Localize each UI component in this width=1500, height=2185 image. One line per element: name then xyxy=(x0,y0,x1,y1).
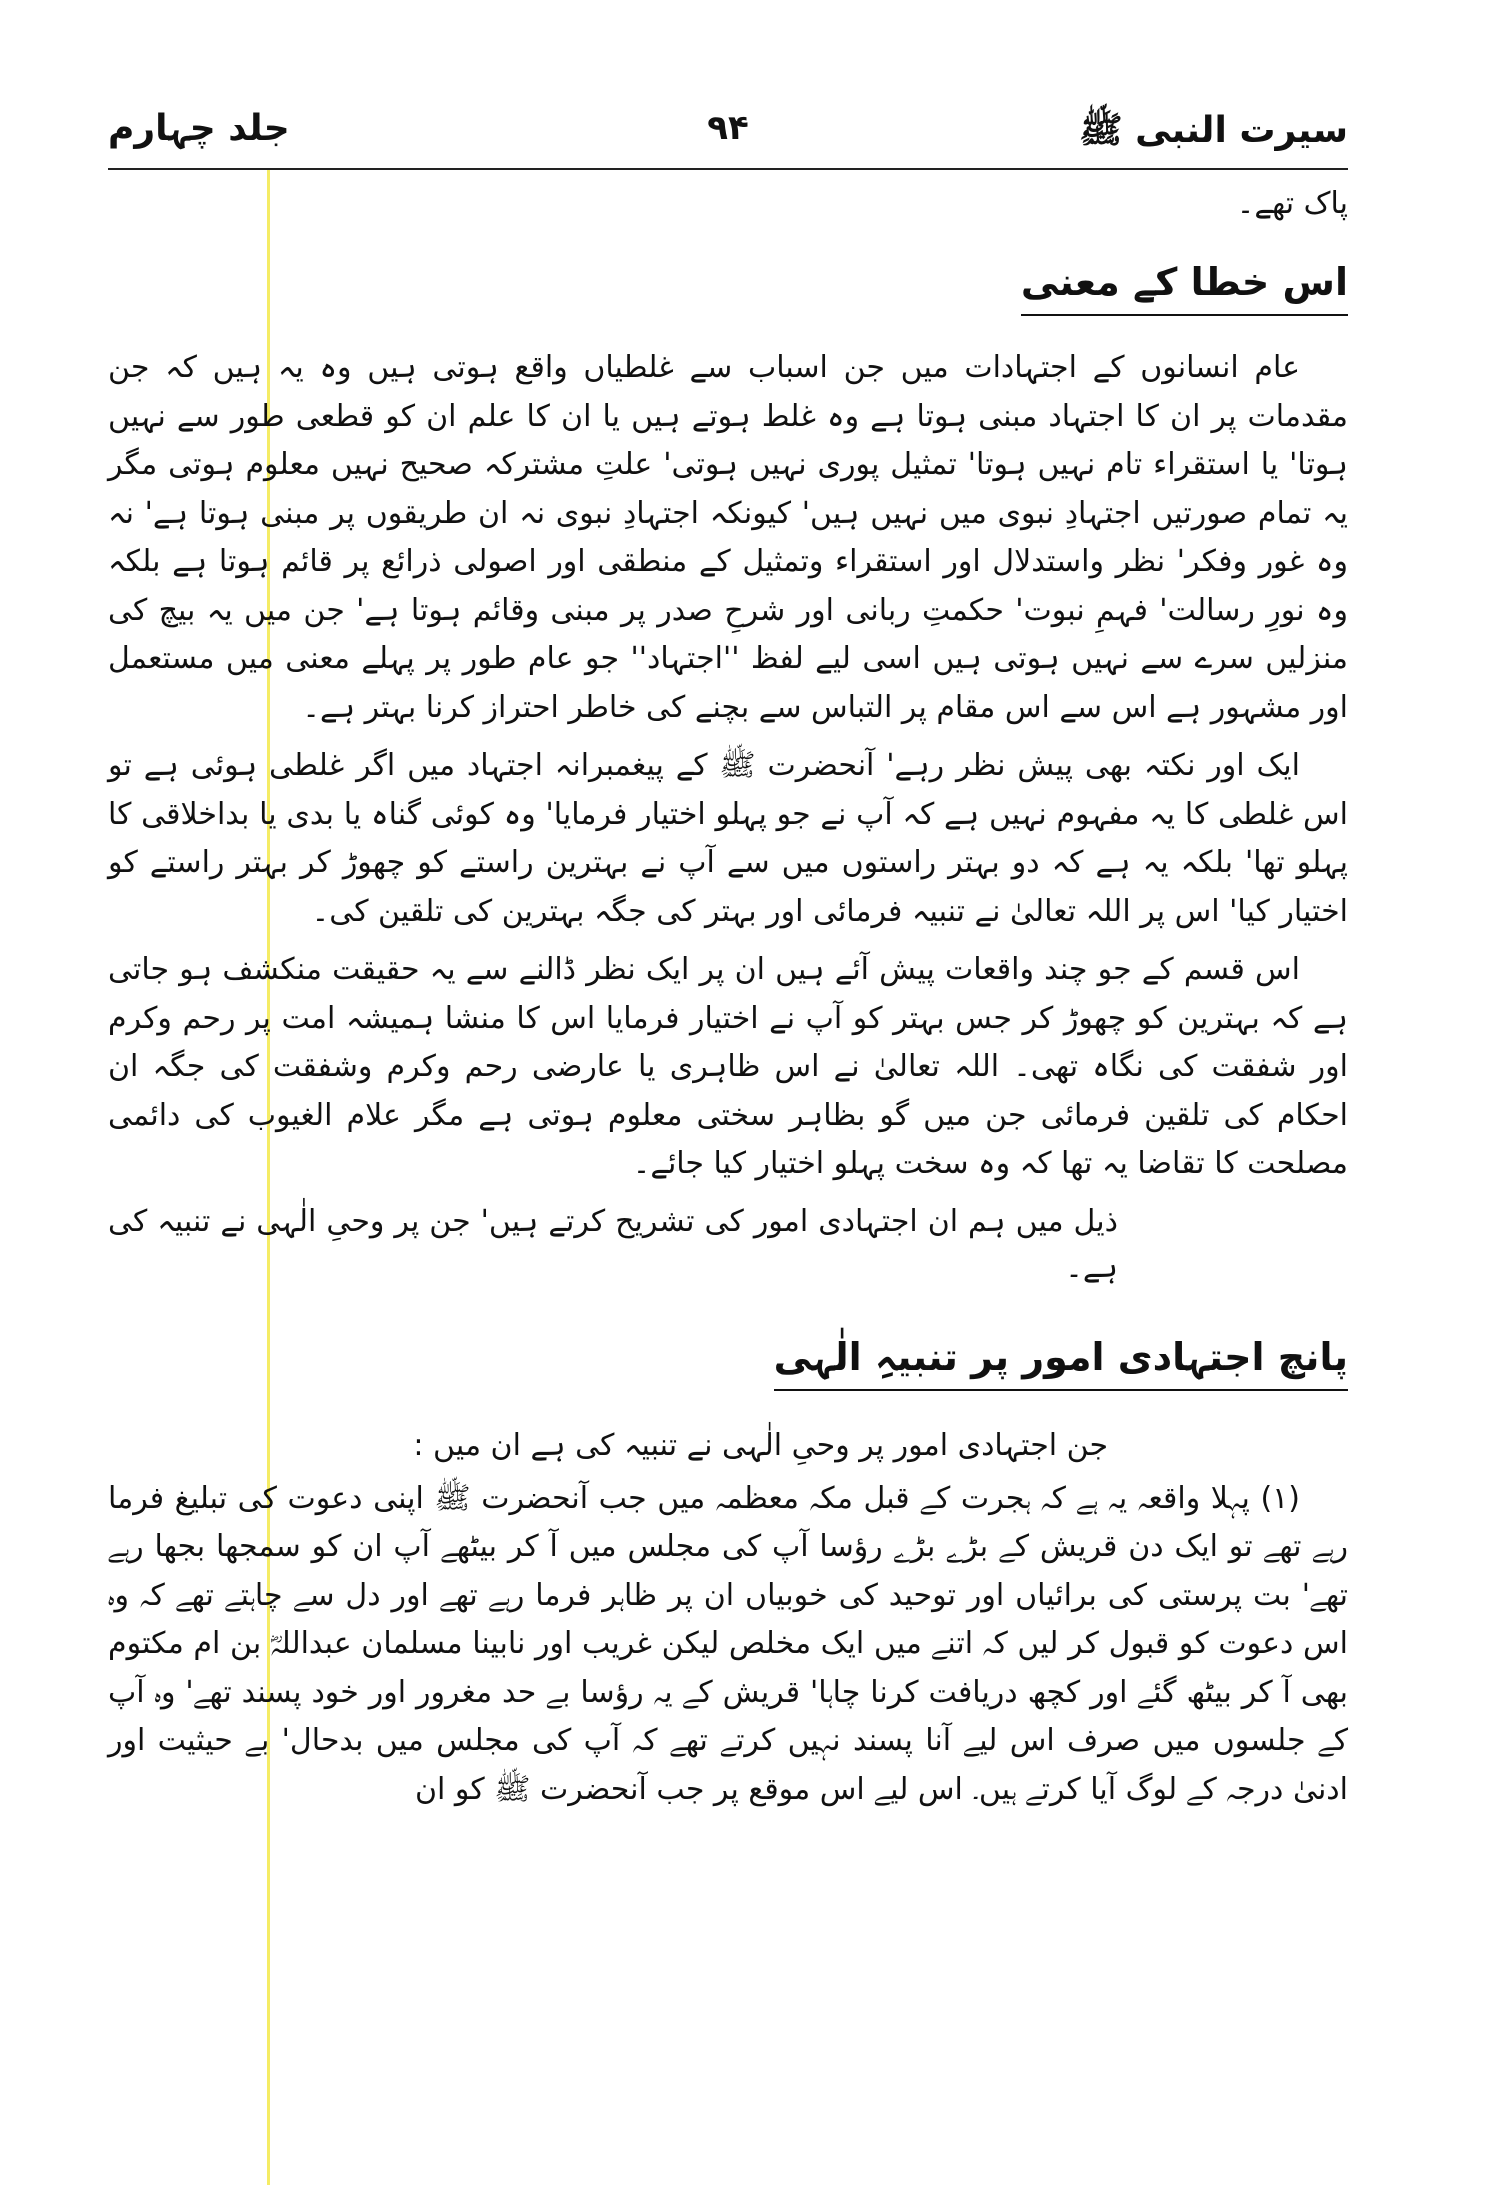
paragraph: ایک اور نکتہ بھی پیش نظر رہے' آنحضرت ﷺ کے پیغمبرانہ اجتہاد میں اگر غلطی ہوئی ہے تو اس غلطی کا یہ مفہوم نہیں ہے کہ آپ نے جو پہلو اختیار فرمایا' وہ کوئی گناہ یا بدی یا بداخلاقی کا پہلو تھا' بلکہ یہ ہے کہ دو بہتر راستوں میں سے آپ نے بہترین راستے کو چھوڑ کر بہتر راستے کو اختیار کیا' اس پر اللہ تعالیٰ نے تنبیہ فرمائی اور بہتر کی جگہ بہترین کی تلقین کی۔ xyxy=(108,748,1348,929)
closing-line: ذیل میں ہم ان اجتہادی امور کی تشریح کرتے ہیں' جن پر وحیِ الٰہی نے تنبیہ کی ہے۔ xyxy=(108,1203,1118,1285)
section-heading-meaning-of-error: اس خطا کے معنی xyxy=(1021,254,1348,316)
page-body xyxy=(108,182,1348,2172)
paragraph: عام انسانوں کے اجتہادات میں جن اسباب سے غلطیاں واقع ہوتی ہیں وہ یہ ہیں کہ جن مقدمات پر ان کا اجتہاد مبنی ہوتا ہے وہ غلط ہوتے ہیں یا ان کا علم ان کو قطعی طور سے نہیں ہوتا' یا استقراء تام نہیں ہوتا' تمثیل پوری نہیں ہوتی' علتِ مشترکہ صحیح نہیں معلوم ہوتی مگر یہ تمام صورتیں اجتہادِ نبوی میں نہیں ہیں' کیونکہ اجتہادِ نبوی نہ ان طریقوں پر مبنی ہوتا ہے' نہ وہ غور وفکر' نظر واستدلال اور استقراء وتمثیل کے منطقی اور اصولی ذرائع پر قائم ہوتا ہے بلکہ وہ نورِ رسالت' فہمِ نبوت' حکمتِ ربانی اور شرحِ صدر پر مبنی وقائم ہوتا ہے' جن میں یہ بیچ کی منزلیں سرے سے نہیں ہوتی ہیں اسی لیے لفظ ''اجتہاد'' جو عام طور پر پہلے معنی میں مستعمل اور مشہور ہے اس سے اس مقام پر التباس سے بچنے کی خاطر احتراز کرنا بہتر ہے۔ xyxy=(108,350,1348,725)
section-intro: جن اجتہادی امور پر وحیِ الٰہی نے تنبیہ کی ہے ان میں : xyxy=(413,1427,1108,1463)
volume-label: جلد چہارم xyxy=(108,108,290,149)
section-heading-five-matters: پانچ اجتہادی امور پر تنبیہِ الٰہی xyxy=(774,1329,1348,1391)
page-number: ۹۴ xyxy=(707,108,749,148)
page-header xyxy=(108,100,1348,164)
opening-line: پاک تھے۔ xyxy=(1236,186,1348,221)
book-title: سیرت النبی ﷺ xyxy=(1079,110,1348,151)
paragraph: (۱) پہلا واقعہ یہ ہے کہ ہجرت کے قبل مکہ معظمہ میں جب آنحضرت ﷺ اپنی دعوت کی تبلیغ فرما رہے تھے تو ایک دن قریش کے بڑے بڑے رؤسا آپ کی مجلس میں آ کر بیٹھے آپ ان کو سمجھا بجھا رہے تھے' بت پرستی کی برائیاں اور توحید کی خوبیاں ان پر ظاہر فرما رہے تھے اور دل سے چاہتے تھے کہ وہ اس دعوت کو قبول کر لیں کہ اتنے میں ایک مخلص لیکن غریب اور نابینا مسلمان عبداللہؓ بن ام مکتوم بھی آ کر بیٹھ گئے اور کچھ دریافت کرنا چاہا' قریش کے یہ رؤسا بے حد مغرور اور خود پسند تھے' وہ آپ کے جلسوں میں صرف اس لیے آنا پسند نہیں کرتے تھے کہ آپ کی مجلس میں بدحال' بے حیثیت اور ادنیٰ درجہ کے لوگ آیا کرتے ہیں۔ اس لیے اس موقع پر جب آنحضرت ﷺ کو ان xyxy=(108,1480,1348,1807)
header-divider xyxy=(108,168,1348,170)
paragraph: اس قسم کے جو چند واقعات پیش آئے ہیں ان پر ایک نظر ڈالنے سے یہ حقیقت منکشف ہو جاتی ہے کہ بہترین کو چھوڑ کر جس بہتر کو آپ نے اختیار فرمایا اس کا منشا ہمیشہ امت پر رحم وکرم اور شفقت کی نگاہ تھی۔ اللہ تعالیٰ نے اس ظاہری یا عارضی رحم وکرم وشفقت کی جگہ ان احکام کی تلقین فرمائی جن میں گو بظاہر سختی معلوم ہوتی ہے مگر علام الغیوب کی دائمی مصلحت کا تقاضا یہ تھا کہ وہ سخت پہلو اختیار کیا جائے۔ xyxy=(108,952,1348,1181)
